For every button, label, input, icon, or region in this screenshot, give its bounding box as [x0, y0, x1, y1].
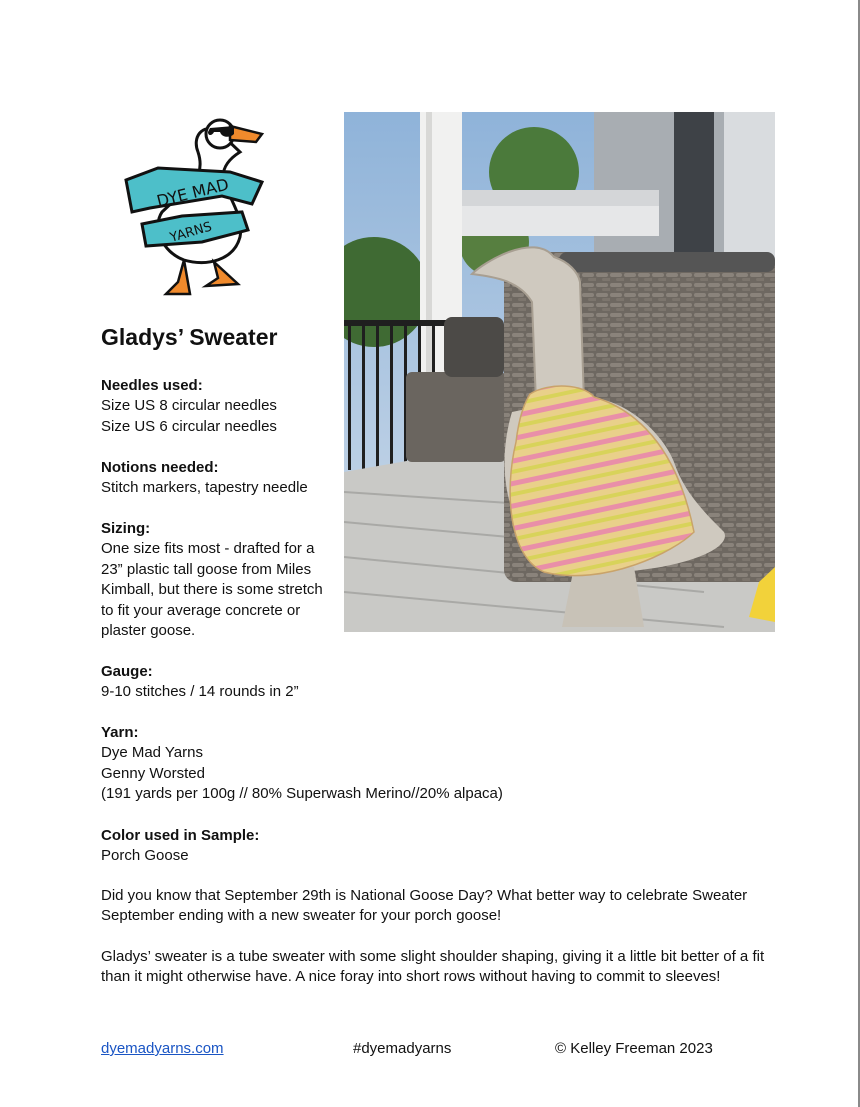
needles-line: Size US 8 circular needles [101, 397, 277, 415]
description-paragraph: Gladys’ sweater is a tube sweater with some slight shoulder shaping, giving it a little bit better of a fit than it might otherwise have. A nice foray into short rows without having to commit to sleeves! [101, 948, 765, 986]
gauge-section [101, 662, 299, 703]
color-heading: Color used in Sample: [101, 827, 260, 844]
goose-sweater-photo [344, 112, 775, 632]
yarn-line: Dye Mad Yarns [101, 744, 203, 762]
needles-section [101, 376, 277, 437]
yarn-line: (191 yards per 100g // 80% Superwash Merino//20% alpaca) [101, 785, 503, 803]
website-link[interactable]: dyemadyarns.com [101, 1040, 224, 1057]
sizing-line: plaster goose. [101, 622, 196, 640]
notions-line: Stitch markers, tapestry needle [101, 479, 308, 497]
sizing-section [101, 519, 323, 641]
gauge-line: 9-10 stitches / 14 rounds in 2” [101, 683, 299, 701]
logo-text-line1: DYE MAD [154, 174, 231, 211]
footer-copyright: © Kelley Freeman 2023 [555, 1040, 713, 1057]
intro-paragraph: Did you know that September 29th is National Goose Day? What better way to celebrate Sweater September ending with a new sweater for your porch goose! [101, 887, 748, 925]
sizing-line: Kimball, but there is some stretch [101, 581, 323, 599]
color-section [101, 826, 259, 867]
gauge-heading: Gauge: [101, 663, 153, 680]
logo-text-line2: YARNS [168, 219, 214, 246]
sizing-line: to fit your average concrete or [101, 601, 301, 619]
pattern-title: Gladys’ Sweater [101, 324, 278, 350]
yarn-line: Genny Worsted [101, 764, 205, 782]
sizing-line: One size fits most - drafted for a [101, 540, 315, 558]
notions-section [101, 458, 308, 499]
yarn-section [101, 723, 503, 805]
sizing-line: 23” plastic tall goose from Miles [101, 560, 312, 578]
footer-hashtag: #dyemadyarns [353, 1040, 452, 1057]
notions-heading: Notions needed: [101, 459, 219, 476]
yarn-heading: Yarn: [101, 724, 139, 741]
color-line: Porch Goose [101, 847, 189, 865]
sizing-heading: Sizing: [101, 520, 151, 537]
needles-line: Size US 6 circular needles [101, 417, 277, 435]
footer-website [101, 1040, 224, 1057]
dye-mad-yarns-logo [122, 112, 272, 300]
needles-heading: Needles used: [101, 377, 203, 394]
